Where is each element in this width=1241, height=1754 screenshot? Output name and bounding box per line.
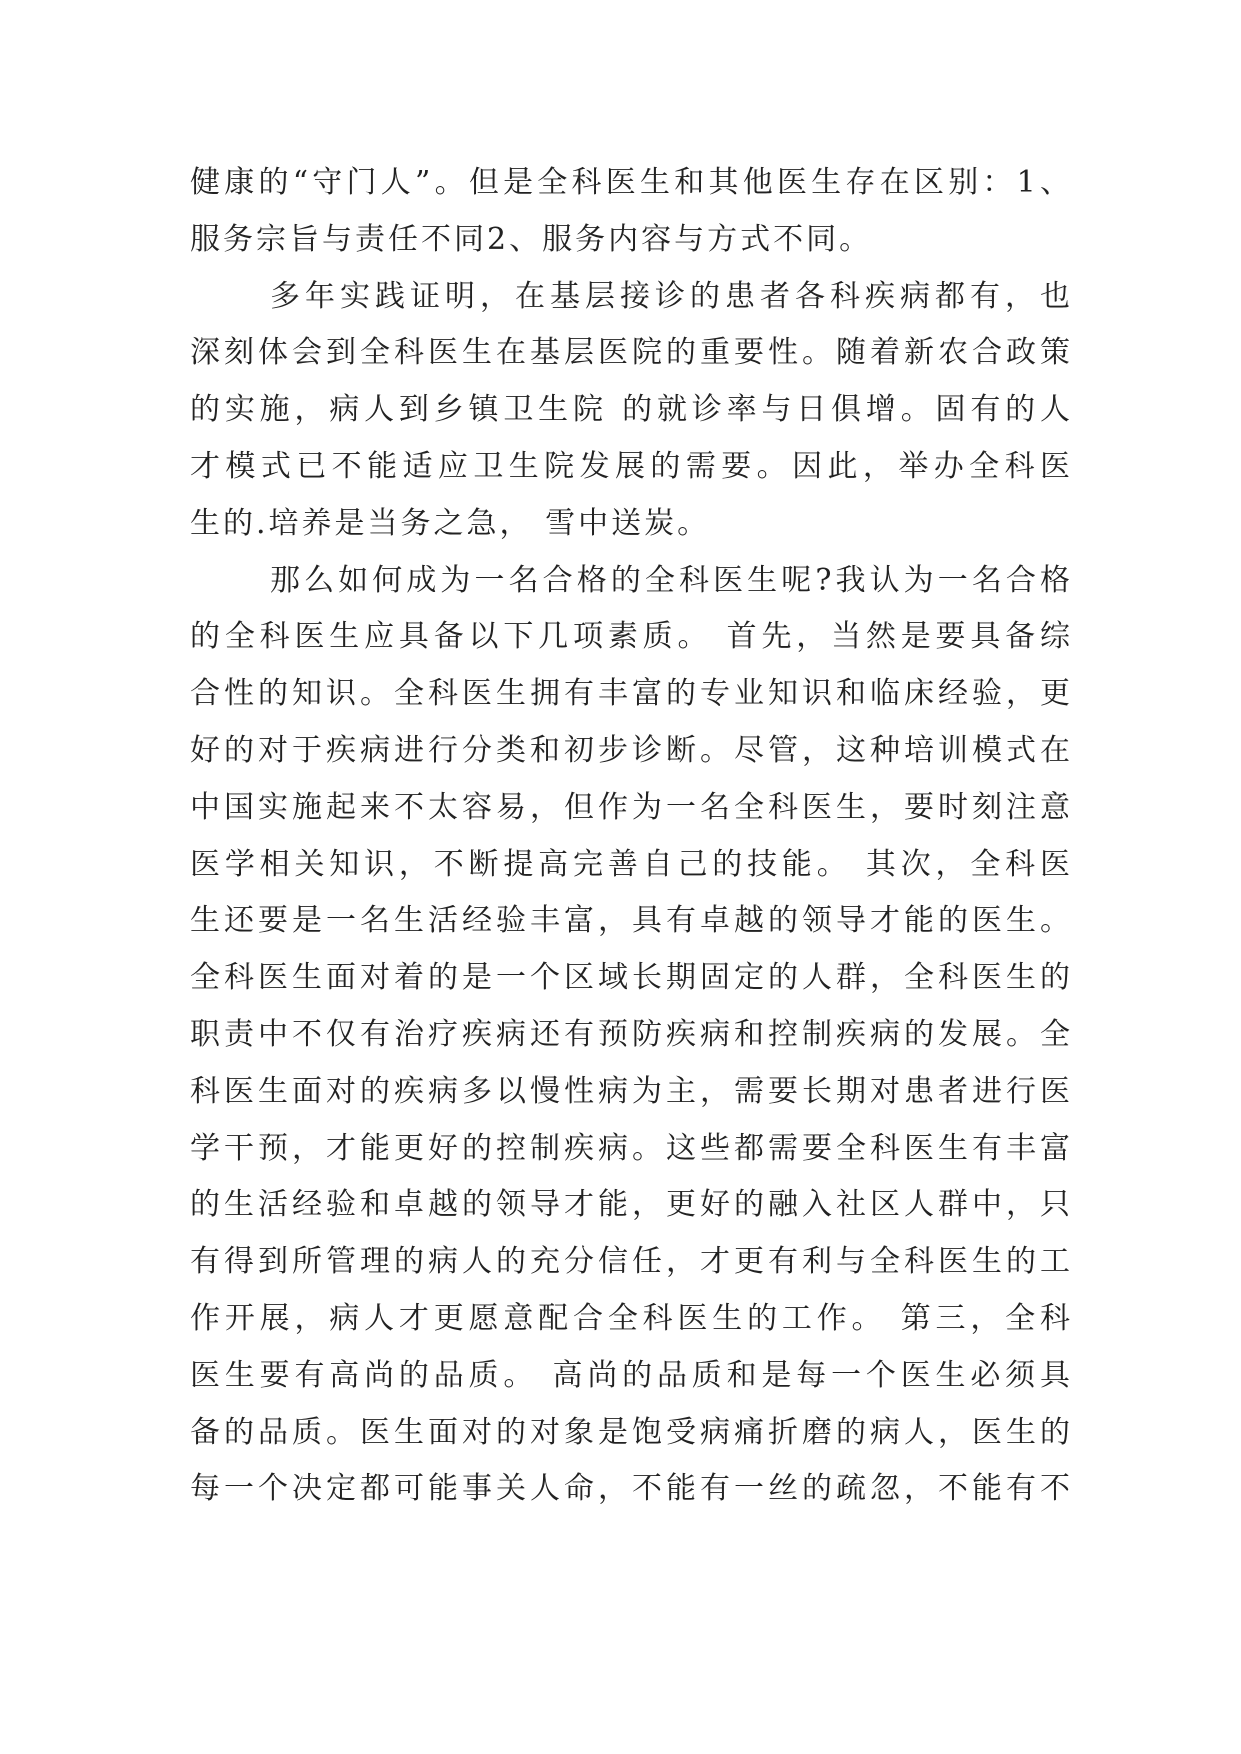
- text-line: 的实施，病人到乡镇卫生院 的就诊率与日俱增。固有的人: [190, 392, 1070, 428]
- text-line: 合性的知识。全科医生拥有丰富的专业知识和临床经验，更: [190, 676, 1070, 712]
- text-line: 中国实施起来不太容易，但作为一名全科医生，要时刻注意: [190, 789, 1070, 825]
- text-line: 职责中不仅有治疗疾病还有预防疾病和控制疾病的发展。全: [190, 1016, 1070, 1052]
- text-line: 健康的“守门人”。但是全科医生和其他医生存在区别：1、: [190, 165, 1070, 200]
- text-line: 科医生面对的疾病多以慢性病为主，需要长期对患者进行医: [190, 1073, 1070, 1109]
- text-line: 备的品质。医生面对的对象是饱受病痛折磨的病人，医生的: [190, 1414, 1070, 1450]
- text-line: 那么如何成为一名合格的全科医生呢?我认为一名合格: [270, 562, 1070, 598]
- text-line: 的全科医生应具备以下几项素质。 首先，当然是要具备综: [190, 619, 1070, 655]
- text-line: 生的.培养是当务之急， 雪中送炭。: [190, 505, 711, 541]
- text-line: 作开展，病人才更愿意配合全科医生的工作。 第三，全科: [190, 1300, 1070, 1336]
- text-line: 学干预，才能更好的控制疾病。这些都需要全科医生有丰富: [190, 1130, 1070, 1166]
- text-line: 生还要是一名生活经验丰富，具有卓越的领导才能的医生。: [190, 903, 1070, 939]
- text-line: 有得到所管理的病人的充分信任，才更有利与全科医生的工: [190, 1244, 1070, 1280]
- text-line: 每一个决定都可能事关人命，不能有一丝的疏忽，不能有不: [190, 1471, 1070, 1507]
- text-line: 深刻体会到全科医生在基层医院的重要性。随着新农合政策: [190, 335, 1070, 371]
- text-line: 医生要有高尚的品质。 高尚的品质和是每一个医生必须具: [190, 1357, 1070, 1393]
- text-line: 全科医生面对着的是一个区域长期固定的人群，全科医生的: [190, 960, 1070, 996]
- body-text: [190, 155, 1070, 1518]
- text-line: 的生活经验和卓越的领导才能，更好的融入社区人群中，只: [190, 1187, 1070, 1223]
- text-line: 医学相关知识，不断提高完善自己的技能。 其次，全科医: [190, 846, 1070, 882]
- text-line: 才模式已不能适应卫生院发展的需要。因此，举办全科医: [190, 448, 1070, 484]
- text-line: 服务宗旨与责任不同2、服务内容与方式不同。: [190, 221, 873, 257]
- text-line: 多年实践证明，在基层接诊的患者各科疾病都有，也: [270, 278, 1070, 314]
- text-line: 好的对于疾病进行分类和初步诊断。尽管，这种培训模式在: [190, 732, 1070, 768]
